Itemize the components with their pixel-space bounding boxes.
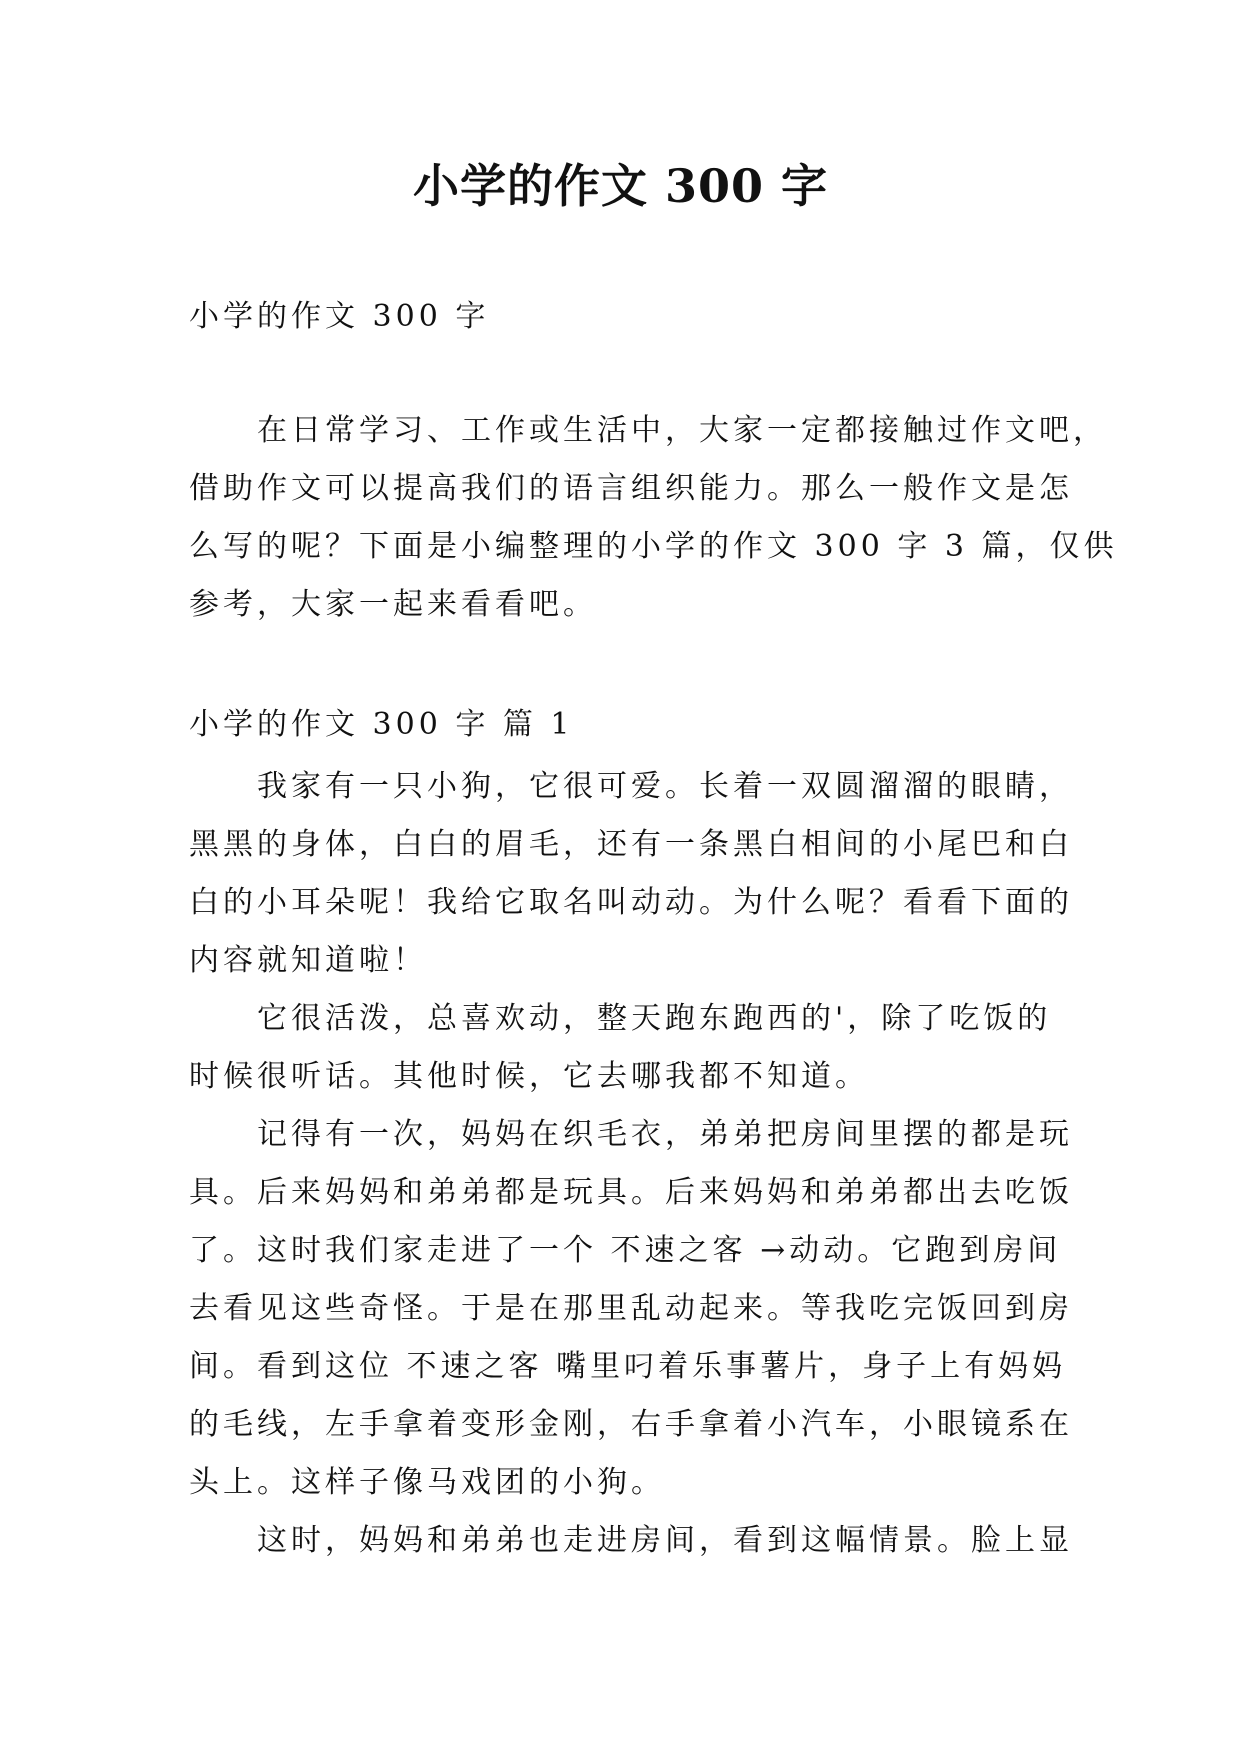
body-line: 记得有一次，妈妈在织毛衣，弟弟把房间里摆的都是玩 — [257, 1117, 1073, 1152]
body-line: 它很活泼，总喜欢动，整天跑东跑西的'，除了吃饭的 — [257, 1001, 1052, 1036]
body-line: 这时，妈妈和弟弟也走进房间，看到这幅情景。脸上显 — [257, 1523, 1073, 1558]
body-line: 了。这时我们家走进了一个 不速之客 →动动。它跑到房间 — [189, 1233, 1062, 1268]
body-line: 我家有一只小狗，它很可爱。长着一双圆溜溜的眼睛， — [257, 769, 1073, 804]
body-line: 的毛线，左手拿着变形金刚，右手拿着小汽车，小眼镜系在 — [189, 1407, 1073, 1442]
intro-line: 在日常学习、工作或生活中，大家一定都接触过作文吧， — [257, 413, 1107, 448]
subtitle: 小学的作文 300 字 — [189, 299, 490, 334]
body-line: 白的小耳朵呢！我给它取名叫动动。为什么呢？看看下面的 — [189, 885, 1073, 920]
intro-paragraph — [189, 402, 1118, 634]
part1-heading-block — [189, 696, 1059, 754]
body-line: 具。后来妈妈和弟弟都是玩具。后来妈妈和弟弟都出去吃饭 — [189, 1175, 1073, 1210]
body-line: 间。看到这位 不速之客 嘴里叼着乐事薯片，身子上有妈妈 — [189, 1349, 1067, 1384]
body-line: 内容就知道啦！ — [189, 943, 427, 978]
intro-line: 么写的呢？下面是小编整理的小学的作文 300 字 3 篇，仅供 — [189, 529, 1118, 564]
intro-line: 借助作文可以提高我们的语言组织能力。那么一般作文是怎 — [189, 471, 1073, 506]
body-line: 去看见这些奇怪。于是在那里乱动起来。等我吃完饭回到房 — [189, 1291, 1073, 1326]
subtitle-block — [189, 288, 1059, 346]
body-line: 头上。这样子像马戏团的小狗。 — [189, 1465, 665, 1500]
part1-heading: 小学的作文 300 字 篇 1 — [189, 707, 574, 742]
body-line: 黑黑的身体，白白的眉毛，还有一条黑白相间的小尾巴和白 — [189, 827, 1073, 862]
body-line: 时候很听话。其他时候，它去哪我都不知道。 — [189, 1059, 869, 1094]
intro-line: 参考，大家一起来看看吧。 — [189, 587, 597, 622]
part1-body — [189, 758, 1073, 1570]
document-title: 小学的作文 300 字 — [412, 159, 829, 213]
